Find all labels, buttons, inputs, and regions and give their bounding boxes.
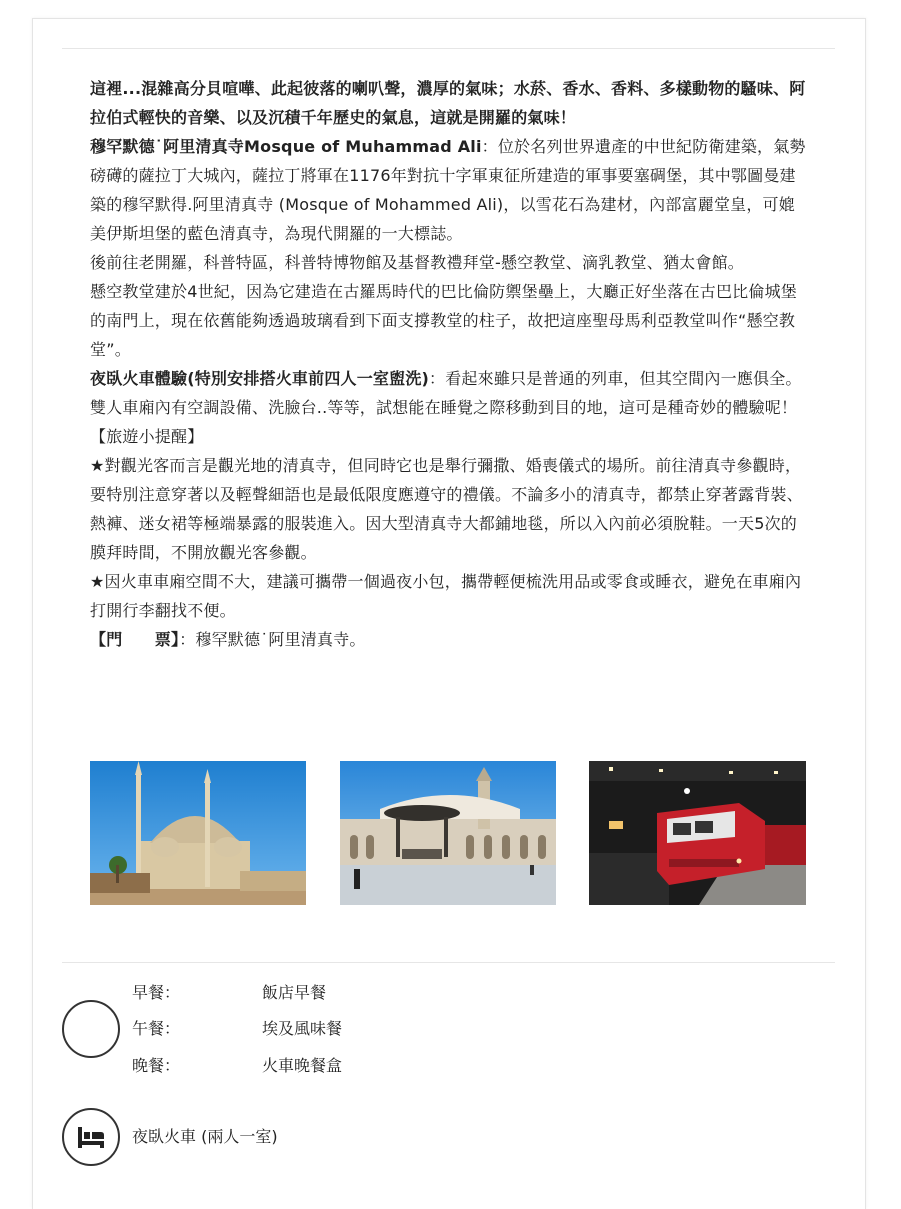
lunch-label: 午餐： bbox=[132, 1019, 181, 1038]
tickets-label: 【門 票】 bbox=[90, 630, 180, 649]
accommodation-section bbox=[62, 1108, 462, 1166]
tickets-value: ：穆罕默德˙阿里清真寺。 bbox=[179, 630, 366, 649]
accommodation-text: 夜臥火車 (兩人一室) bbox=[132, 1127, 278, 1146]
meals-section bbox=[62, 980, 462, 1090]
train-body: ：看起來雖只是普通的列車，但其空間內一應俱全。雙人車廂內有空調設備、洗臉台..等等，試想能在睡覺之際移動到目的地，這可是種奇妙的體驗呢！ bbox=[90, 369, 802, 417]
top-divider bbox=[62, 48, 835, 49]
hanging-church-paragraph: 懸空教堂建於4世紀，因為它建造在古羅馬時代的巴比倫防禦堡壘上，大廳正好坐落在古巴比倫城堡的南門上，現在依舊能夠透過玻璃看到下面支撐教堂的柱子，故把這座聖母馬利亞教堂叫作“懸空教堂”。 bbox=[90, 282, 797, 359]
dinner-value: 火車晚餐盒 bbox=[262, 1056, 343, 1075]
old-cairo-paragraph: 後前往老開羅，科普特區，科普特博物館及基督教禮拜堂-懸空教堂、滴乳教堂、猶太會館。 bbox=[90, 253, 744, 272]
photo-gallery bbox=[90, 761, 806, 905]
mosque-paragraph bbox=[90, 132, 808, 248]
train-paragraph bbox=[90, 364, 808, 422]
mosque-title: 穆罕默德˙阿里清真寺Mosque of Muhammad Ali bbox=[90, 137, 482, 156]
tip-mosque: ★對觀光客而言是觀光地的清真寺，但同時它也是舉行彌撒、婚喪儀式的場所。前往清真寺參觀時，要特別注意穿著以及輕聲細語也是最低限度應遵守的禮儀。不論多小的清真寺，都禁止穿著露背裝、熱褲、迷女裙等極端暴露的服裝進入。因大型清真寺大都鋪地毯，所以入內前必須脫鞋。一天5次的膜拜時間，不開放觀光客參觀。 bbox=[90, 456, 803, 562]
meals-divider bbox=[62, 962, 835, 963]
bed-icon bbox=[62, 1108, 120, 1166]
breakfast-label: 早餐： bbox=[132, 983, 181, 1002]
dinner-label: 晚餐： bbox=[132, 1056, 181, 1075]
day-description bbox=[90, 74, 808, 654]
courtyard-photo[interactable] bbox=[340, 761, 556, 905]
breakfast-value: 飯店早餐 bbox=[262, 983, 327, 1002]
intro-paragraph: 這裡...混雜高分貝喧嘩、此起彼落的喇叭聲，濃厚的氣味；水菸、香水、香料、多樣動物的騷味、阿拉伯式輕快的音樂、以及沉積千年歷史的氣息，這就是開羅的氣味！ bbox=[90, 79, 806, 127]
train-title: 夜臥火車體驗(特別安排搭火車前四人一室盥洗) bbox=[90, 369, 430, 388]
mosque-photo[interactable] bbox=[90, 761, 306, 905]
tickets-line bbox=[90, 625, 808, 654]
meal-icon bbox=[62, 1000, 120, 1058]
mosque-body: ：位於名列世界遺產的中世紀防衛建築，氣勢磅礡的薩拉丁大城內，薩拉丁將軍在1176年對抗十字軍東征所建造的軍事要塞碉堡，其中鄂圖曼建築的穆罕默得.阿里清真寺 (Mosque of Mohammed Ali)，以雪花石為建材，內部富麗堂皇，可媲美伊斯坦堡的藍色清真寺，為現代開羅的一大標誌。 bbox=[90, 137, 806, 243]
train-photo[interactable] bbox=[589, 761, 806, 905]
tips-heading: 【旅遊小提醒】 bbox=[90, 427, 204, 446]
tip-train: ★因火車車廂空間不大，建議可攜帶一個過夜小包，攜帶輕便梳洗用品或零食或睡衣，避免在車廂內打開行李翻找不便。 bbox=[90, 572, 802, 620]
lunch-value: 埃及風味餐 bbox=[262, 1019, 343, 1038]
